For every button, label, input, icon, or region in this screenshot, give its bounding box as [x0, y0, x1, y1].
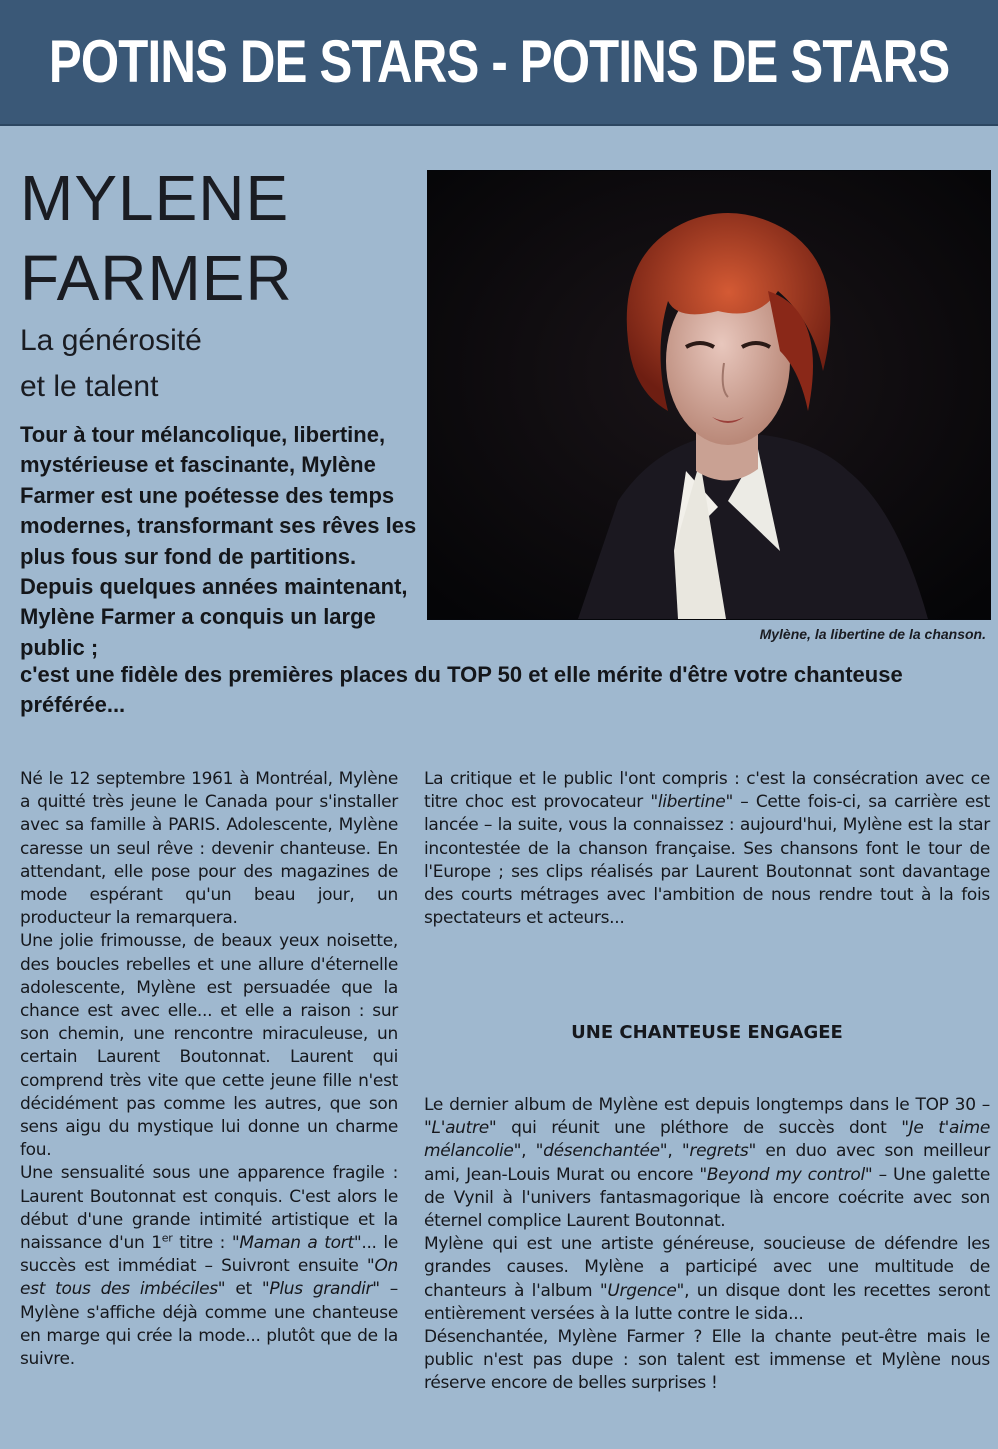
text-run: qui réunit une pléthore de succès dont: [496, 1118, 902, 1139]
left-column: [20, 768, 398, 1371]
photo-caption: Mylène, la libertine de la chanson.: [759, 626, 986, 642]
right-paragraph-4: Désenchantée, Mylène Farmer ? Elle la chante peut-être mais le public n'est pas dupe : son talent est immense et Mylène nous réserve encore de belles surprises !: [424, 1327, 990, 1394]
song-title: "désenchantée": [535, 1141, 668, 1162]
text-run: – Mylène s'affiche déjà comme une chanteuse en marge qui crée la mode... plutôt que de la suivre.: [20, 1279, 398, 1370]
left-paragraph-3: [20, 1162, 398, 1371]
portrait-illustration: [428, 171, 990, 619]
song-title: "regrets": [681, 1141, 757, 1162]
text-run: La critique et le public l'ont compris : c'est la consécration avec ce titre choc est provocateur: [424, 769, 990, 813]
left-paragraph-2: Une jolie frimousse, de beaux yeux noisette, des boucles rebelles et une allure d'éternelle adolescente, Mylène est persuadée que la chance est avec elle... et elle a raison : sur son chemin, une rencontre miraculeuse, un certain Laurent Boutonnat. Laurent qui comprend très vite que cette jeune fille n'est décidément pas comme les autres, que son sens aigu du mystique lui donne un charme fou.: [20, 931, 398, 1161]
right-paragraph-2: [424, 1094, 990, 1233]
subtitle-line-1: La générosité: [20, 324, 202, 357]
title-line-2: FARMER: [20, 242, 293, 314]
subtitle-line-2: et le talent: [20, 370, 159, 403]
text-run: Mylène qui est une artiste généreuse, soucieuse de défendre les grandes causes. Mylène a participé avec une multitude de chanteurs à l'album: [424, 1234, 990, 1301]
title-line-1: MYLENE: [20, 162, 290, 234]
song-title: "Je t'aime mélancolie": [424, 1118, 991, 1162]
text-run: Le dernier album de Mylène est depuis longtemps dans le TOP 30 –: [424, 1095, 990, 1115]
right-column-top: [424, 768, 990, 930]
portrait-photo: [427, 170, 991, 620]
left-paragraph-1: Né le 12 septembre 1961 à Montréal, Mylène a quitté très jeune le Canada pour s'installer avec sa famille à PARIS. Adolescente, Mylène caresse un seul rêve : devenir chanteuse. En attendant, elle pose pour des magazines de mode espérant qu'un beau jour, un producteur la remarquera.: [20, 769, 398, 929]
article-title: [20, 158, 293, 318]
song-title: "libertine": [650, 792, 733, 813]
song-title: "Maman a tort": [231, 1233, 362, 1254]
banner-title: POTINS DE STARS - POTINS DE STARS: [48, 28, 950, 95]
article-subtitle: [20, 318, 202, 410]
album-title: "Urgence": [599, 1280, 685, 1301]
text-run: – Cette fois-ci, sa carrière est lancée – la suite, vous la connaissez : aujourd'hui, Mylène est la star incontestée de la chanson française. Ses chansons font le tour de l'Europe ; ses clips réalisés par Laurent Boutonnat sont davantage des courts métrages avec l'ambition de nous rendre tout à la fois spectateurs et acteurs...: [424, 792, 990, 929]
text-run: en duo avec son meilleur ami, Jean-Louis Murat ou encore: [424, 1141, 991, 1185]
right-column-bottom: [424, 1094, 990, 1396]
text-run: et: [225, 1279, 262, 1300]
ordinal-suffix: er: [161, 1231, 173, 1245]
text-run: – Une galette de Vynil à l'univers fantasmagorique là encore coécrite avec son éternel complice Laurent Boutonnat.: [424, 1164, 990, 1232]
section-heading: UNE CHANTEUSE ENGAGEE: [571, 1022, 843, 1043]
text-run: ... le succès est immédiat – Suivront ensuite: [20, 1233, 398, 1277]
text-run: titre :: [172, 1233, 232, 1254]
text-run: , un disque dont les recettes seront entièrement versées à la lutte contre le sida...: [424, 1280, 990, 1324]
lede-part-2: c'est une fidèle des premières places du TOP 50 et elle mérite d'être votre chanteuse préférée...: [20, 662, 903, 718]
lede-part-1: Tour à tour mélancolique, libertine, mystérieuse et fascinante, Mylène Farmer est une poétesse des temps modernes, transformant ses rêves les plus fous sur fond de partitions. Depuis quelques années maintenant, Mylène Farmer a conquis un large public ;: [20, 422, 417, 660]
header-banner: [0, 0, 998, 126]
right-paragraph-1: [424, 768, 990, 930]
song-title: "On est tous des imbéciles": [20, 1256, 398, 1300]
right-paragraph-3: [424, 1233, 990, 1326]
song-title: "Plus grandir": [261, 1279, 380, 1300]
text-run: Une sensualité sous une apparence fragile : Laurent Boutonnat est conquis. C'est alors le début d'une grande intimité artistique et la naissance d'un 1: [20, 1163, 398, 1254]
text-run: ,: [667, 1141, 682, 1162]
song-title: "Beyond my control": [699, 1164, 873, 1185]
album-title: "L'autre": [424, 1118, 497, 1139]
text-run: ,: [521, 1141, 536, 1162]
